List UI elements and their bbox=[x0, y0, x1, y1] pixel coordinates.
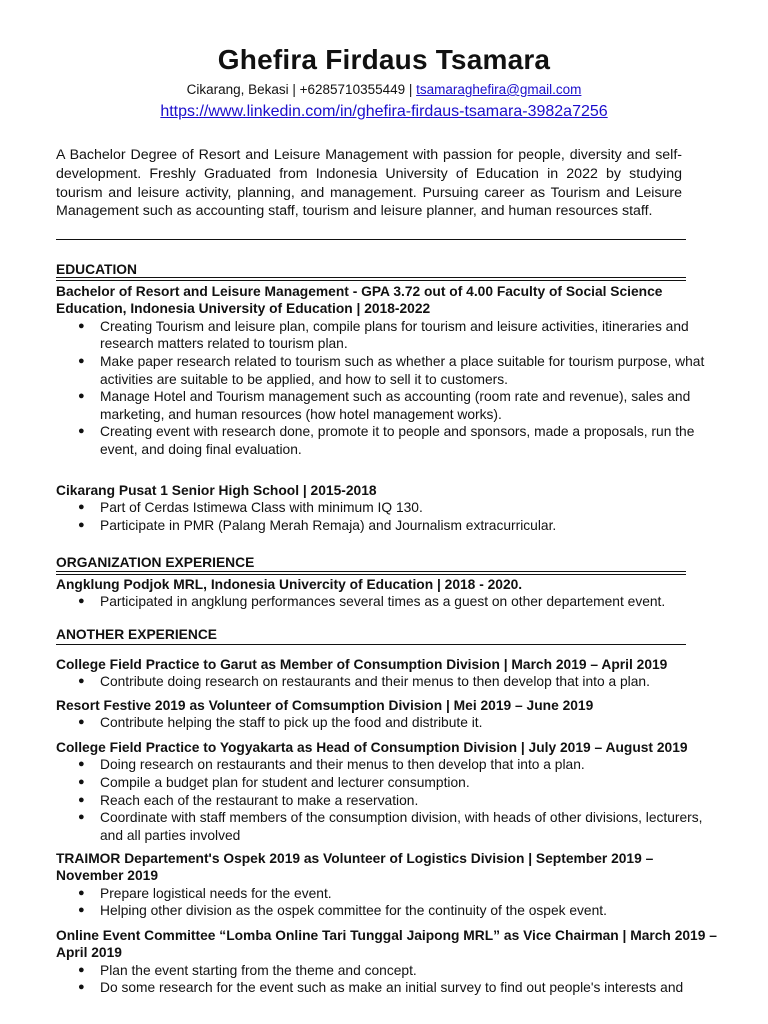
experience-bullets bbox=[56, 756, 718, 844]
experience-entry bbox=[56, 656, 718, 691]
linkedin-line bbox=[0, 103, 768, 121]
school-heading: Cikarang Pusat 1 Senior High School | 2015-2018 bbox=[56, 483, 377, 498]
experience-entry bbox=[56, 850, 718, 920]
location-phone: Cikarang, Bekasi | +6285710355449 | bbox=[186, 82, 417, 97]
list-item-text: Contribute helping the staff to pick up the food and distribute it. bbox=[100, 715, 483, 731]
bullet-icon: ● bbox=[78, 675, 85, 688]
bullet-icon: ● bbox=[78, 595, 85, 608]
experience-heading: College Field Practice to Garut as Member of Consumption Division | March 2019 – April 2019 bbox=[56, 657, 668, 672]
experience-bullets bbox=[56, 885, 718, 920]
experience-entry bbox=[56, 739, 718, 844]
school-bullets bbox=[56, 499, 718, 534]
list-item bbox=[56, 774, 718, 792]
experience-heading: College Field Practice to Yogyakarta as Head of Consumption Division | July 2019 – August 2019 bbox=[56, 740, 688, 755]
organization-heading: Angklung Podjok MRL, Indonesia Univercity of Education | 2018 - 2020. bbox=[56, 577, 523, 592]
email-link[interactable]: tsamaraghefira@gmail.com bbox=[416, 82, 582, 97]
bullet-icon: ● bbox=[78, 776, 85, 788]
list-item-text: Creating Tourism and leisure plan, compile plans for tourism and leisure activities, itineraries and research matters related to tourism plan. bbox=[100, 318, 689, 352]
list-item-text: Contribute doing research on restaurants and their menus to then develop that into a plan. bbox=[100, 674, 650, 690]
experience-heading: Resort Festive 2019 as Volunteer of Comsumption Division | Mei 2019 – June 2019 bbox=[56, 698, 594, 713]
list-item-text: Creating event with research done, promote it to people and sponsors, made a proposals, run the event, and doing final evaluation. bbox=[100, 424, 695, 457]
list-item-text: Manage Hotel and Tourism management such as accounting (room rate and revenue), sales and marketing, and human resources (how hotel management works). bbox=[100, 389, 691, 422]
list-item bbox=[56, 423, 718, 458]
list-item-text: Part of Cerdas Istimewa Class with minimum IQ 130. bbox=[100, 500, 423, 516]
list-item bbox=[56, 499, 718, 517]
linkedin-link[interactable]: https://www.linkedin.com/in/ghefira-firdaus-tsamara-3982a7256 bbox=[160, 103, 608, 120]
organization-entry bbox=[56, 576, 718, 611]
list-item-text: Do some research for the event such as make an initial survey to find out people's interests and bbox=[100, 980, 684, 996]
list-item bbox=[56, 673, 718, 691]
bullet-icon: ● bbox=[78, 425, 85, 438]
list-item bbox=[56, 318, 718, 353]
education-divider bbox=[56, 277, 686, 281]
list-item-text: Participate in PMR (Palang Merah Remaja) and Journalism extracurricular. bbox=[100, 518, 557, 533]
list-item bbox=[56, 756, 718, 774]
organization-bullets bbox=[56, 593, 718, 611]
list-item bbox=[56, 809, 718, 844]
bullet-icon: ● bbox=[78, 758, 85, 771]
experience-heading: TRAIMOR Departement's Ospek 2019 as Volunteer of Logistics Division | September 2019 – November 2019 bbox=[56, 851, 654, 884]
list-item bbox=[56, 353, 718, 388]
list-item-text: Coordinate with staff members of the consumption division, with heads of other divisions, lecturers, and all parties involved bbox=[100, 810, 703, 843]
bullet-icon: ● bbox=[78, 319, 85, 332]
bullet-icon: ● bbox=[78, 390, 85, 403]
organization-title: ORGANIZATION EXPERIENCE bbox=[56, 555, 255, 570]
experience-bullets bbox=[56, 714, 718, 732]
list-item-text: Make paper research related to tourism such as whether a place suitable for tourism purpose, what activities are suitable to be applied, and how to sell it to customers. bbox=[100, 354, 705, 387]
education-title: EDUCATION bbox=[56, 262, 137, 277]
bullet-icon: ● bbox=[78, 355, 85, 367]
experience-bullets bbox=[56, 673, 718, 691]
bullet-icon: ● bbox=[78, 519, 85, 531]
list-item-text: Prepare logistical needs for the event. bbox=[100, 885, 332, 901]
experience-entry bbox=[56, 927, 718, 997]
experience-entry bbox=[56, 697, 718, 732]
bullet-icon: ● bbox=[78, 963, 85, 976]
summary-divider bbox=[56, 239, 686, 240]
list-item bbox=[56, 517, 718, 535]
list-item-text: Doing research on restaurants and their menus to then develop that into a plan. bbox=[100, 757, 585, 773]
list-item-text: Compile a budget plan for student and lecturer consumption. bbox=[100, 775, 470, 790]
list-item bbox=[56, 388, 718, 423]
bullet-icon: ● bbox=[78, 981, 85, 994]
experience-heading: Online Event Committee “Lomba Online Tari Tunggal Jaipong MRL” as Vice Chairman | March 2019 – April 2019 bbox=[56, 928, 717, 961]
list-item bbox=[56, 593, 718, 611]
education-degree bbox=[56, 283, 718, 459]
list-item-text: Reach each of the restaurant to make a reservation. bbox=[100, 792, 419, 808]
list-item-text: Participated in angklung performances several times as a guest on other departement event. bbox=[100, 594, 666, 610]
list-item-text: Helping other division as the ospek committee for the continuity of the ospek event. bbox=[100, 903, 607, 919]
degree-bullets bbox=[56, 318, 718, 459]
degree-heading: Bachelor of Resort and Leisure Management - GPA 3.72 out of 4.00 Faculty of Social Science Education, Indonesia University of Education | 2018-2022 bbox=[56, 284, 663, 317]
list-item bbox=[56, 962, 718, 980]
bullet-icon: ● bbox=[78, 811, 85, 824]
list-item bbox=[56, 902, 718, 920]
summary-paragraph: A Bachelor Degree of Resort and Leisure Management with passion for people, diversity and self-development. Freshly Graduated from Indonesia University of Education in 2022 by studying tourism and leisure activity, planning, and management. Pursuing career as Tourism and Leisure Management such as accounting staff, tourism and leisure planner, and human resources staff. bbox=[56, 147, 682, 220]
list-item bbox=[56, 979, 718, 997]
bullet-icon: ● bbox=[78, 501, 85, 514]
list-item bbox=[56, 714, 718, 732]
bullet-icon: ● bbox=[78, 904, 85, 917]
organization-divider bbox=[56, 571, 686, 575]
candidate-name: Ghefira Firdaus Tsamara bbox=[217, 44, 551, 75]
list-item bbox=[56, 792, 718, 810]
list-item-text: Plan the event starting from the theme and concept. bbox=[100, 962, 417, 978]
bullet-icon: ● bbox=[78, 793, 85, 806]
education-school bbox=[56, 482, 718, 535]
experience-bullets bbox=[56, 962, 718, 997]
contact-line bbox=[0, 82, 768, 97]
list-item bbox=[56, 885, 718, 903]
another-title: ANOTHER EXPERIENCE bbox=[56, 627, 217, 642]
another-divider bbox=[56, 644, 686, 645]
bullet-icon: ● bbox=[78, 886, 85, 899]
bullet-icon: ● bbox=[78, 716, 85, 729]
